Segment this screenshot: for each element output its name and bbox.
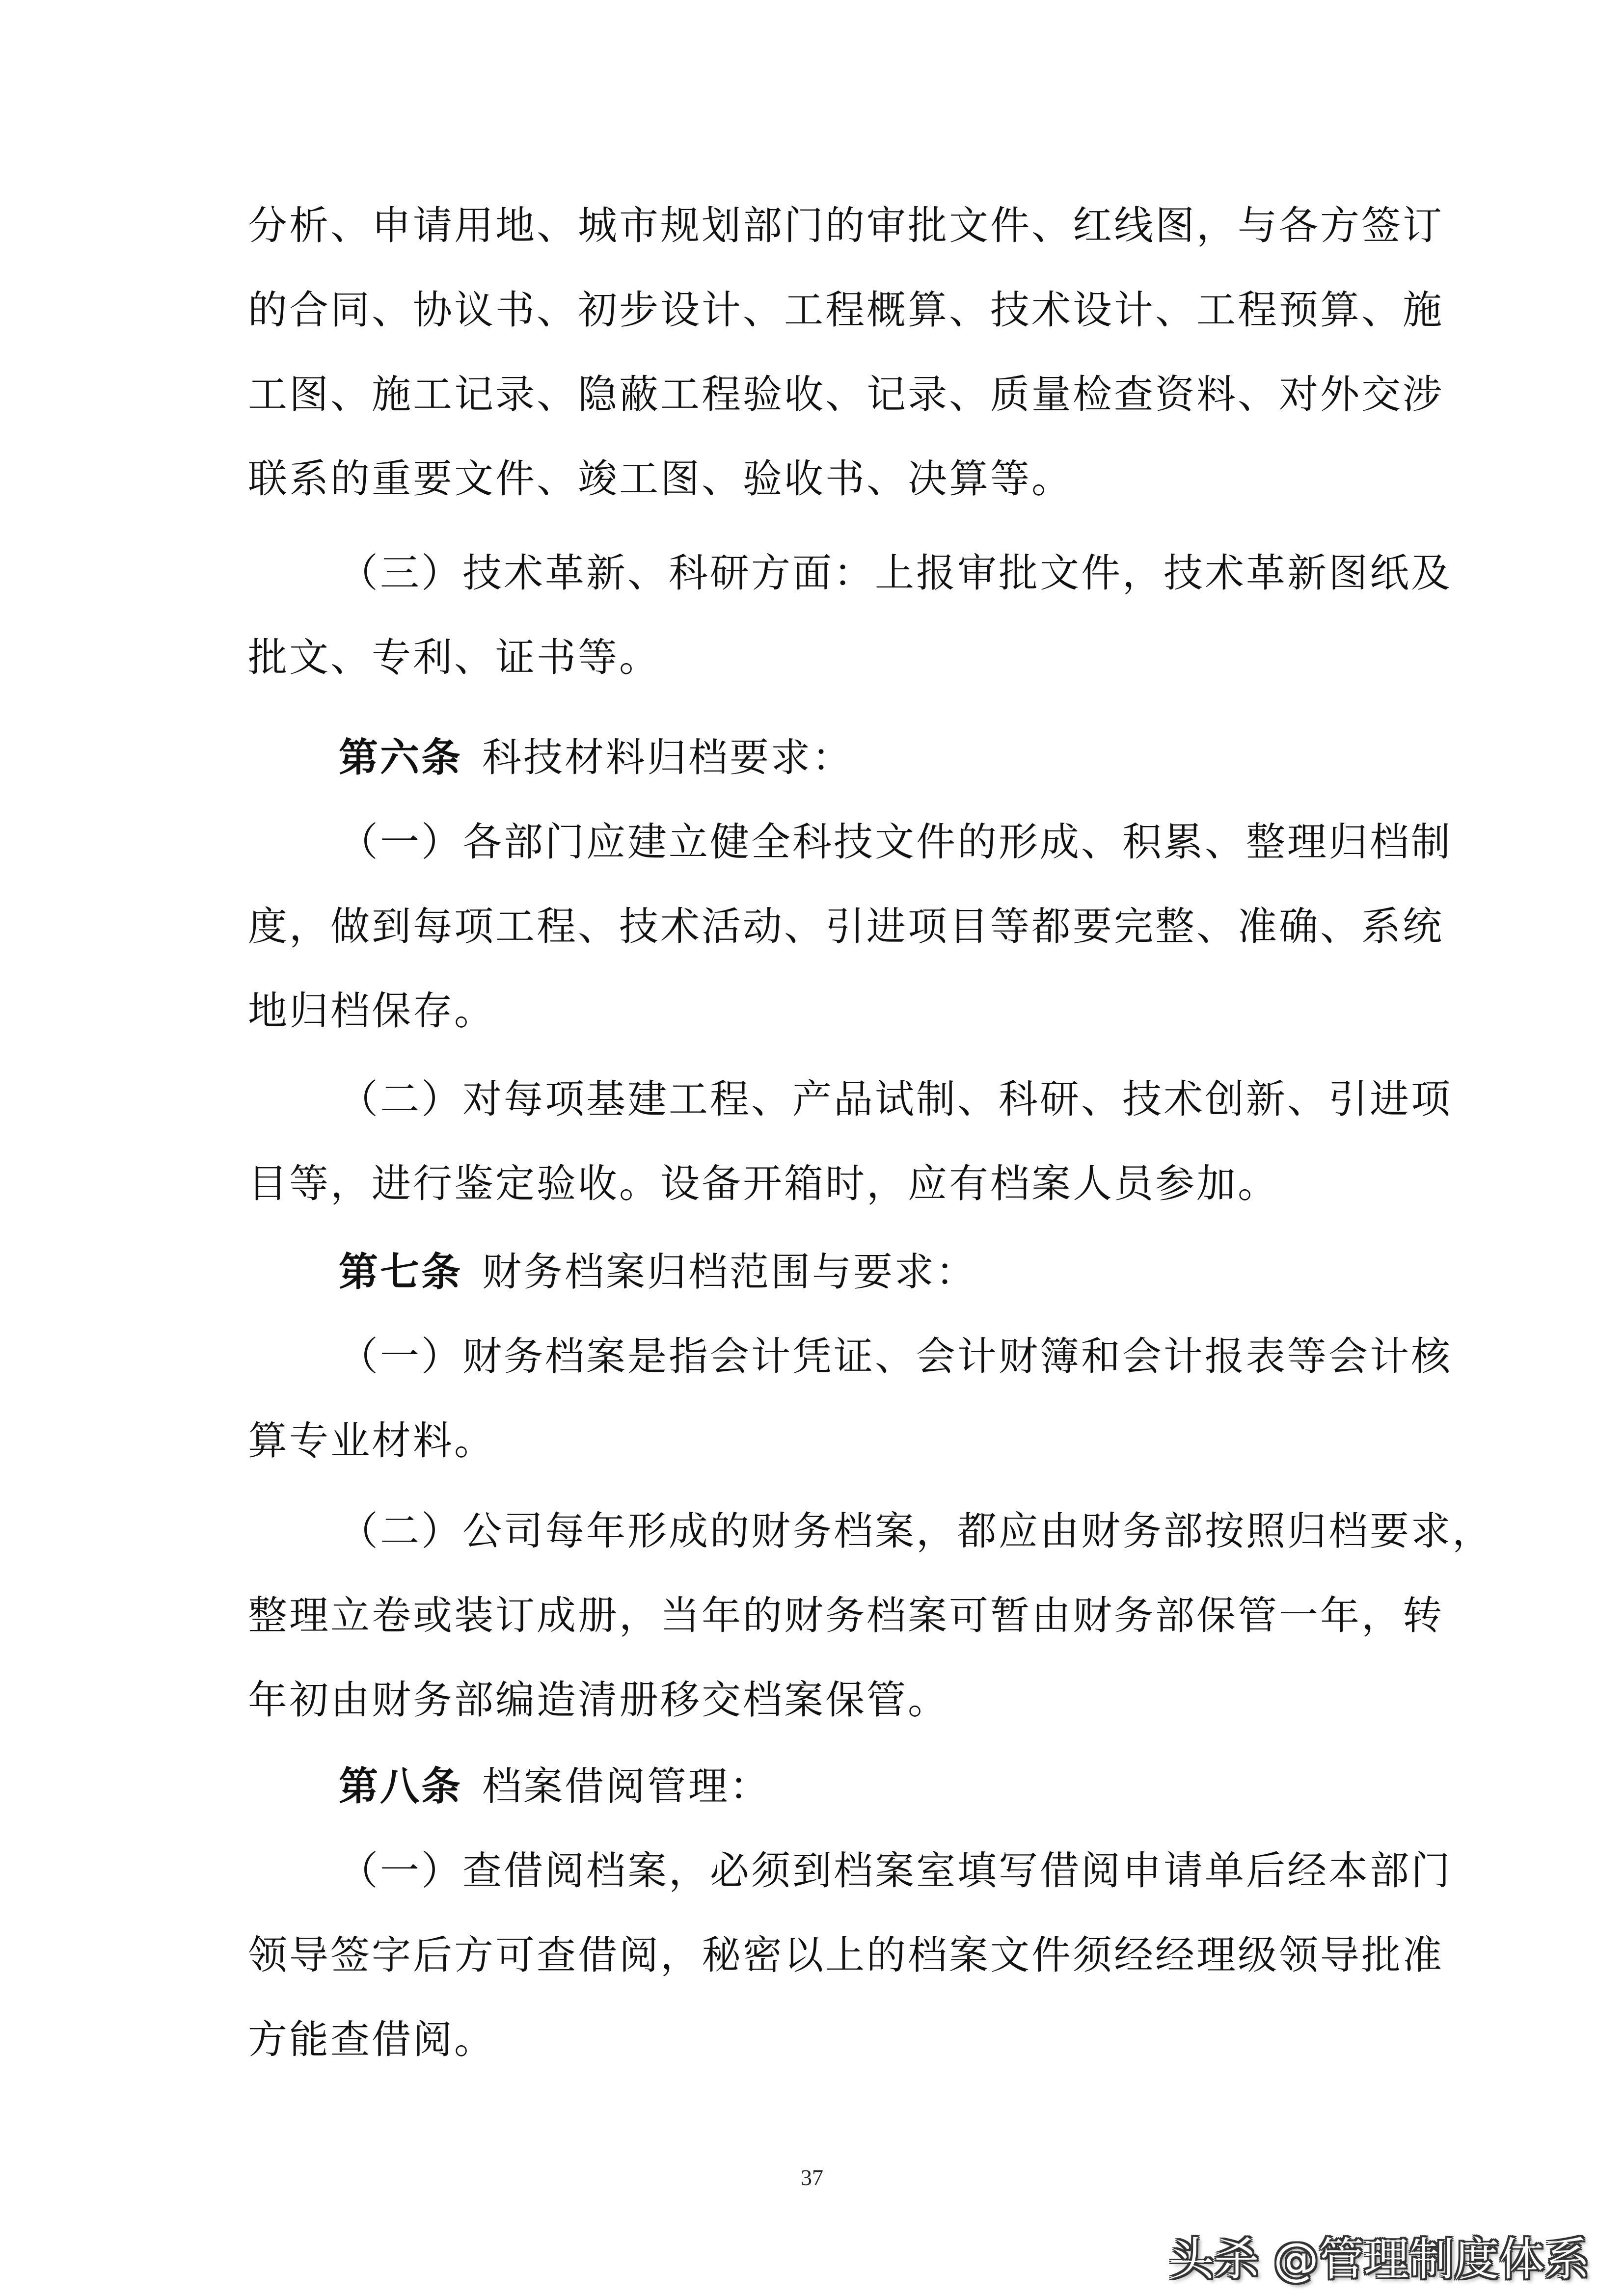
body-line: 地归档保存。 <box>248 988 495 1034</box>
body-line: 批文、专利、证书等。 <box>248 635 660 680</box>
body-line: （二）对每项基建工程、产品试制、科研、技术创新、引进项 <box>339 1076 1452 1122</box>
body-line: （一）财务档案是指会计凭证、会计财簿和会计报表等会计核 <box>339 1334 1452 1379</box>
article-heading <box>339 733 853 782</box>
body-line: 算专业材料。 <box>248 1418 495 1464</box>
article-title: 档案借阅管理： <box>482 1763 771 1809</box>
page-number: 37 <box>801 2165 823 2190</box>
body-line: 方能查借阅。 <box>248 2017 495 2062</box>
body-line: 领导签字后方可查借阅，秘密以上的档案文件须经经理级领导批准 <box>248 1932 1444 1978</box>
body-line: （二）公司每年形成的财务档案，都应由财务部按照归档要求， <box>339 1508 1493 1554</box>
body-line: （一）各部门应建立健全科技文件的形成、积累、整理归档制 <box>339 819 1452 865</box>
body-line: （三）技术革新、科研方面：上报审批文件，技术革新图纸及 <box>339 550 1452 596</box>
body-line: 年初由财务部编造清册移交档案保管。 <box>248 1677 949 1723</box>
body-line: 度，做到每项工程、技术活动、引进项目等都要完整、准确、系统 <box>248 904 1444 949</box>
body-line: 分析、申请用地、城市规划部门的审批文件、红线图，与各方签订 <box>248 203 1444 248</box>
article-title: 科技材料归档要求： <box>482 735 853 780</box>
article-heading <box>339 1762 771 1811</box>
body-line: 的合同、协议书、初步设计、工程概算、技术设计、工程预算、施 <box>248 287 1444 333</box>
article-title: 财务档案归档范围与要求： <box>482 1249 977 1295</box>
body-line: （一）查借阅档案，必须到档案室填写借阅申请单后经本部门 <box>339 1848 1452 1894</box>
body-line: 整理立卷或装订成册，当年的财务档案可暂由财务部保管一年，转 <box>248 1593 1444 1638</box>
body-line: 目等，进行鉴定验收。设备开箱时，应有档案人员参加。 <box>248 1161 1279 1206</box>
article-number: 第六条 <box>339 735 462 780</box>
body-line: 工图、施工记录、隐蔽工程验收、记录、质量检查资料、对外交涉 <box>248 372 1444 417</box>
article-number: 第七条 <box>339 1249 462 1295</box>
body-line: 联系的重要文件、竣工图、验收书、决算等。 <box>248 456 1073 502</box>
article-heading <box>339 1248 977 1297</box>
watermark: 头杀 @管理制度体系 <box>1168 2233 1590 2286</box>
article-number: 第八条 <box>339 1763 462 1809</box>
